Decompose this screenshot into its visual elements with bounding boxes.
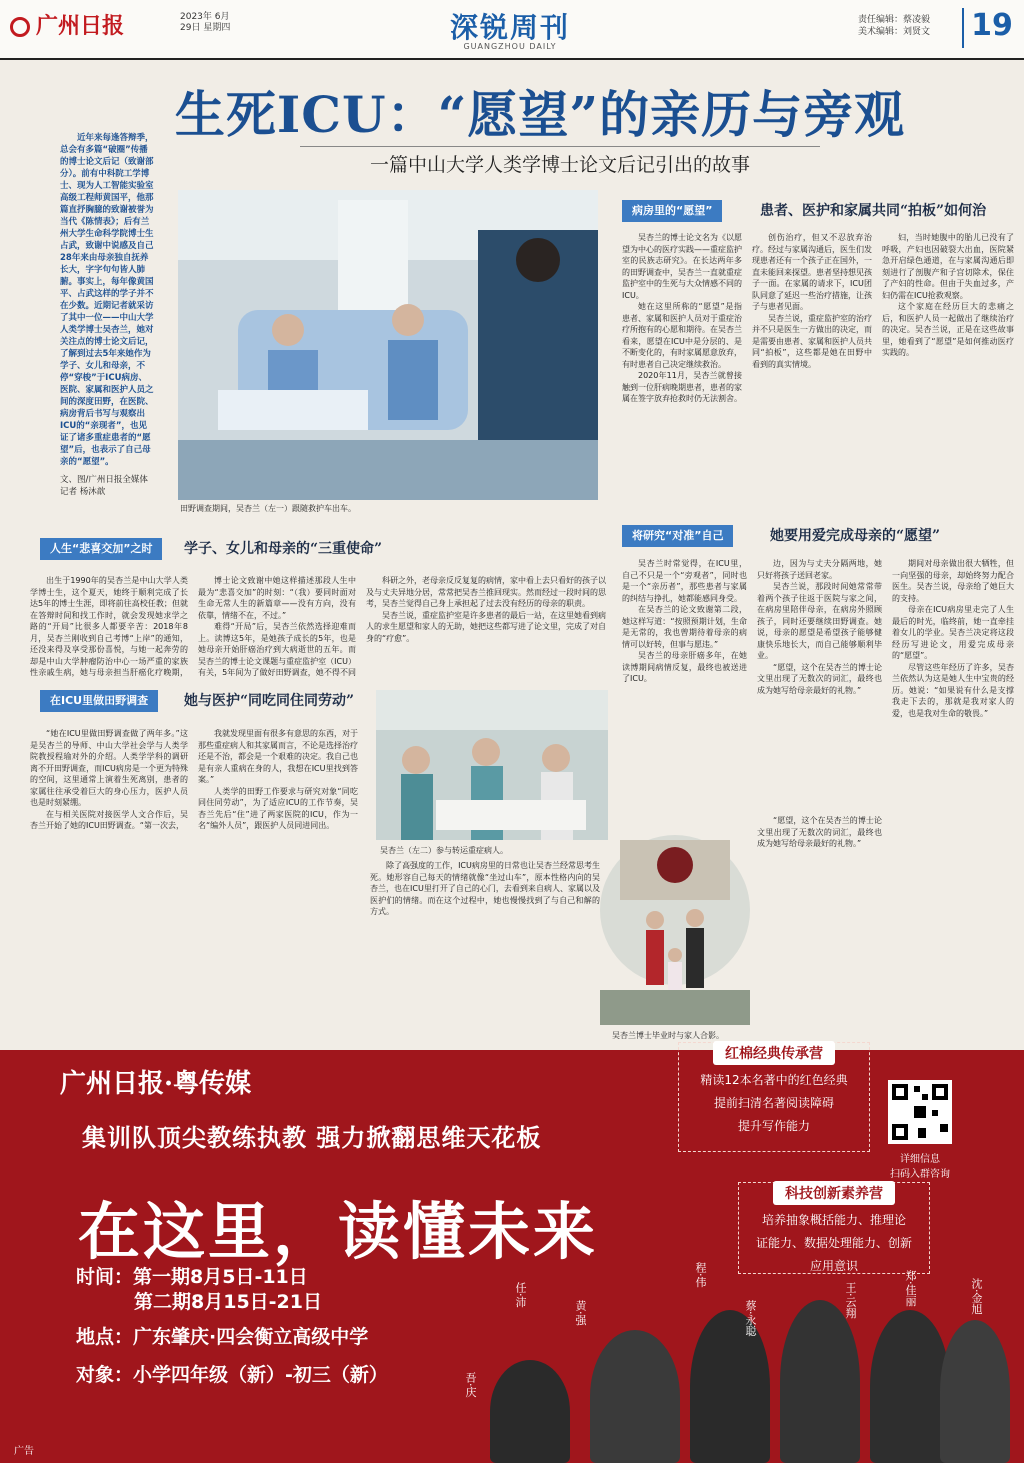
headline: 生死ICU：“愿望”的亲历与旁观 (174, 85, 906, 144)
ad-place: 地点：广东肇庆·四会衡立高级中学 (76, 1326, 369, 1348)
paragraph: 除了高强度的工作，ICU病房里的日常也让吴杏兰经常思考生死。她形容自己每天的情绪就像“坐过山车”，原本性格内向的吴杏兰，也在ICU里打开了自己的心门，去看到来自病人、家属以及医护们的情绪。而在这个过程中，她也慢慢找到了与自己和解的方式。 (370, 861, 600, 916)
section-tag-wish: 病房里的“愿望” (622, 200, 722, 222)
section-head-life: 学子、女儿和母亲的“三重使命” (184, 541, 383, 557)
section-tag-life: 人生“悲喜交加”之时 (40, 538, 162, 560)
ad-logo: 广州日报·粤传媒 (60, 1069, 252, 1099)
article-column (30, 575, 188, 680)
paragraph: 吴杏兰的博士论文名为《以愿望为中心的医疗实践——重症监护室的民族志研究》。在长达两年多的田野调查中，吴杏兰一直就重症监护室中的生死与大众情感不同的ICU。 (622, 233, 742, 300)
article-column (370, 860, 600, 1030)
ambulance-photo-art (178, 190, 598, 500)
qr-code-icon (888, 1080, 952, 1144)
article-column (892, 558, 1014, 1028)
paragraph: 这个家庭在经历巨大的悲痛之后，和医护人员一起做出了继续治疗的决定。吴杏兰说，正是在这些故事里，她看到了“愿望”是如何推动医疗实践的。 (882, 302, 1014, 357)
article-column (757, 815, 882, 1025)
newspaper-logo: 广州日报 (10, 10, 170, 42)
section-head-wish: 患者、医护和家属共同“拍板”如何治 (760, 203, 987, 219)
ad-slogan: 集训队顶尖教练执教 强力掀翻思维天花板 (82, 1123, 542, 1152)
teacher-photo (940, 1320, 1010, 1463)
issue-date: 2023年 6月29日 星期四 (180, 12, 231, 33)
ad-camp-line: 应用意识 (809, 1259, 858, 1273)
transfer-photo-art (376, 690, 608, 840)
logo-icon (10, 17, 30, 37)
article-column (882, 232, 1014, 510)
teacher-name: 吾·庆 (464, 1372, 477, 1398)
qr-caption: 详细信息 扫码入群咨询 (890, 1154, 950, 1180)
ad-time-1: 第一期8月5日-11日 (133, 1266, 308, 1288)
teacher-photo (690, 1310, 770, 1463)
paragraph: 科研之外，老母亲反反复复的病情，家中看上去只看好的孩子以及与丈夫异地分居，常常把吴杏兰推回现实。然而经过一段时间的思考，吴杏兰觉得自己身上承担起了过去没有经历的母亲的职责。 (366, 576, 606, 608)
ad-camp-2 (738, 1182, 930, 1274)
article-column (198, 728, 358, 1030)
qr-code[interactable] (888, 1080, 952, 1144)
section-head-self: 她要用爱完成母亲的“愿望” (770, 528, 941, 544)
paragraph: 她在这里所称的“愿望”是指患者、家属和医护人员对于重症治疗所抱有的心愿和期待。在吴杏兰看来，愿望在ICU中是分层的、是不断变化的，有时家属愿意放弃，有时患者自己决定继续救治。 (622, 302, 742, 369)
teacher-name: 蔡·永聪 (744, 1300, 757, 1337)
paragraph: “她在ICU里做田野调查做了两年多。”这是吴杏兰的导师、中山大学社会学与人类学院教授程瑜对外的介绍。人类学学科的调研离不开田野调查，而ICU病房是一个更为特殊的空间，这里通常上演着生死离别，患者的家属往往承受着巨大的身心压力，医护人员也是时刻紧绷。 (30, 729, 188, 807)
teacher-name: 程·伟 (694, 1262, 707, 1288)
teacher-name: 沈·金旭 (970, 1278, 983, 1315)
paragraph: 创伤治疗，但又不忍放弃治疗。经过与家属沟通后，医生们发现患者还有一个孩子正在国外，一直未能回来探望。患者坚持想见孩子一面。在家属的请求下，ICU团队同意了延迟一些治疗措施，让孩子与患者见面。 (752, 233, 872, 311)
paragraph: 难得“开局”后，吴杏兰依然选择迎难而上。读博这5年，是她孩子成长的5年，也是她母亲开始肝癌治疗到大病逝世的五年。而吴杏兰的博士论文课题与重症监护室（ICU）有关，5年间为了做好田野调查，她不得不同 (198, 622, 356, 677)
ad-camp-line: 培养抽象概括能力、推理论 (761, 1213, 906, 1227)
article-column (366, 575, 606, 680)
article-column (752, 232, 872, 510)
photo2-caption: 吴杏兰（左二）参与转运重症病人。 (380, 846, 508, 855)
editors (858, 14, 948, 38)
article-column (30, 728, 188, 1030)
ad-time-label: 时间： (76, 1266, 134, 1288)
ad-time (76, 1262, 308, 1289)
section-subtitle: GUANGZHOU DAILY (463, 42, 557, 51)
ad-camp-line: 证能力、数据处理能力、创新 (755, 1236, 912, 1250)
teacher-photo (490, 1360, 570, 1463)
ad-camp-1 (678, 1042, 870, 1152)
article-column (757, 558, 882, 808)
paragraph: 在与相关医院对接医学人文合作后，吴杏兰开始了她的ICU田野调查。“第一次去， (30, 809, 188, 830)
teacher-name: 王·云翔 (844, 1282, 857, 1319)
teacher-name: 黄·强 (574, 1300, 587, 1326)
subheadline: 一篇中山大学人类学博士论文后记引出的故事 (369, 154, 750, 176)
section-tag-icu: 在ICU里做田野调查 (40, 690, 158, 712)
page-number: 19 (962, 8, 1020, 48)
subhead-divider (300, 146, 820, 147)
ad-headline: 在这里，读懂未来 (78, 1195, 599, 1268)
paragraph: 尽管这些年经历了许多，吴杏兰依然认为这是她人生中宝贵的经历。她说：“如果说有什么是支撑我走下去的，那就是我对家人的爱，也是我对生命的敬畏。” (892, 662, 1014, 718)
editor-line: 美术编辑：刘贤文 (858, 27, 931, 37)
article-column (622, 558, 747, 808)
transfer-photo (376, 690, 608, 840)
paragraph: “愿望，这个在吴杏兰的博士论文里出现了无数次的词汇，最终也成为她写给母亲最好的礼物。” (757, 816, 882, 848)
teacher-photo (590, 1330, 680, 1463)
teacher-name: 任·沛 (514, 1282, 527, 1308)
ad-camp-2-title: 科技创新素养营 (773, 1181, 895, 1205)
paragraph: 母亲在ICU病房里走完了人生最后的时光，临终前，她一直牵挂着女儿的学业。吴杏兰决定将这段经历写进论文，用爱完成母亲的“愿望”。 (892, 605, 1014, 660)
photo3-caption: 吴杏兰博士毕业时与家人合影。 (612, 1031, 724, 1040)
section-tag-self: 将研究“对准”自己 (622, 525, 733, 547)
family-photo-art (600, 820, 750, 1025)
family-photo (600, 820, 750, 1025)
lead-text: 近年来每逢答辩季，总会有多篇“破圈”传播的博士论文后记（致谢部分）。前有中科院工学博士、现为人工智能实验室高级工程师黄国平，他那篇直抒胸臆的致谢被誉为当代《陈情表》；后有兰州大学生命科学院博士生占武，致谢中说感及自己28年来由母亲独自抚养长大，字字句句皆人肺腑。事实上，每年像黄国平、占武这样的学子并不在少数。近期记者就采访了其中一位——中山大学人类学博士吴杏兰，她对关注点的博士论文后记，了解到过去5年来她作为学子、女儿和母亲，不停“穿梭”于ICU病房、医院、家属和医护人员之间的深度田野，在医院、病房背后书写与观察出ICU的“亲现者”，也见证了诸多重症患者的“愿望”后，也表示了自己母亲的“愿望”。 (60, 133, 154, 467)
ad-time-2: 第二期8月15日-21日 (134, 1291, 322, 1313)
ad-camp-line: 精读12本名著中的红色经典 (700, 1073, 848, 1087)
paragraph: 吴杏兰说，那段时间她常常带着两个孩子往返于医院与家之间，在病房里陪伴母亲，在病房外照顾孩子，同时还要继续田野调查。她说，母亲的愿望是希望孩子能够健康快乐地长大，而自己能够顺利毕业。 (757, 582, 882, 660)
article-column (198, 575, 356, 680)
teacher-photo (870, 1310, 950, 1463)
paragraph: 妇，当时她腹中的胎儿已没有了呼吸，产妇也因破裂大出血，医院紧急开启绿色通道，在与家属沟通后即刻进行了剖腹产和子宫切除术，保住了产妇的性命。但由于失血过多，产妇仍需在ICU抢救观察。 (882, 233, 1014, 300)
section-head-icu: 她与医护“同吃同住同劳动” (184, 693, 355, 709)
ad-camp-line: 提前扫清名著阅读障碍 (713, 1096, 834, 1110)
paragraph: 边，因为与丈夫分隔两地，她只好将孩子送回老家。 (757, 559, 882, 580)
lead-box (10, 132, 160, 497)
paragraph: 我就发现里面有很多有意思的东西，对于那些重症病人和其家属而言，不论是选择治疗还是不治，都会是一个艰难的决定。我自己也是有亲人重病在身的人，我想在ICU里找到答案。” (198, 729, 358, 784)
ad-camp-1-title: 红棉经典传承营 (713, 1041, 835, 1065)
ad-camp-line: 提升写作能力 (737, 1119, 810, 1133)
paragraph: 吴杏兰的母亲肝癌多年，在她读博期间病情反复，最终也被送进了ICU。 (622, 651, 747, 683)
ambulance-photo (178, 190, 598, 500)
ad-label: 广告 (14, 1446, 34, 1457)
photo1-caption: 田野调查期间，吴杏兰（左一）跟随救护车出车。 (180, 504, 356, 513)
paragraph: 在吴杏兰的论文致谢第二段，她这样写道：“按照预期计划，生命是无常的，我也曾期待着母亲的病情可以好转，但事与愿违。” (622, 605, 747, 649)
paragraph: 出生于1990年的吴杏兰是中山大学人类学博士生，这个夏天，她终于顺利完成了长达5年的博士生涯，即将前往高校任教；但就在答辩时间和找工作时，就会发现她求学之路的“开局”比很多人都要辛苦：2018年8月，吴杏兰刚收到自己考博“上岸”的通知，还没来得及享受那份喜悦，与她一起奔劳的却是中山大学肿瘤防治中心一场严重的家族性亲戚生病，她与母亲担当肝癌化疗晚期， (30, 576, 188, 677)
teacher-photo (780, 1300, 860, 1463)
paragraph: 博士论文致谢中她这样描述那段人生中最为“悲喜交加”的时刻：“（我）要同时面对生命无常人生的新篇章——没有方向，没有依靠，情绪不在，不过。” (198, 576, 356, 620)
teacher-name: 郑·佳丽 (904, 1270, 917, 1307)
paragraph: 吴杏兰说，重症监护室是许多患者的最后一站，在这里她看到病人的求生愿望和家人的无助，她把这些都写进了论文里，完成了对自身的“疗愈”。 (366, 610, 606, 643)
section-title: 深锐周刊 (449, 11, 570, 44)
paragraph: 2020年11月，吴杏兰就曾接触到一位肝病晚期患者，患者的家属在签字放弃抢救时仍无法割舍。 (622, 371, 742, 403)
editor-line: 责任编辑：蔡凌毅 (858, 15, 931, 25)
paragraph: 吴杏兰时常觉得，在ICU里，自己不只是一个“旁观者”，同时也是一个“亲历者”，那些患者与家属的纠结与挣扎，她都能感同身受。 (622, 559, 747, 603)
paragraph: 吴杏兰说，重症监护室的治疗并不只是医生一方做出的决定，而是需要由患者、家属和医护人员共同“拍板”，这些都是她在田野中看到的真实情境。 (752, 313, 872, 369)
paragraph: “愿望，这个在吴杏兰的博士论文里出现了无数次的词汇，最终也成为她写给母亲最好的礼物。” (757, 662, 882, 695)
article-column (622, 232, 742, 510)
byline: 文、图/广州日报全媒体记者 杨沐歆 (60, 475, 148, 497)
ad-target: 对象：小学四年级（新）-初三（新） (76, 1364, 388, 1386)
paragraph: 人类学的田野工作要求与研究对象“同吃同住同劳动”，为了适应ICU的工作节奏，吴杏兰先后“住”进了两家医院的ICU，作为一名“编外人员”，跟医护人员同进同出。 (198, 786, 358, 830)
paragraph: 期间对母亲做出很大牺牲，但一向坚强的母亲，却始终努力配合医生。吴杏兰说，母亲给了她巨大的支持。 (892, 559, 1014, 603)
